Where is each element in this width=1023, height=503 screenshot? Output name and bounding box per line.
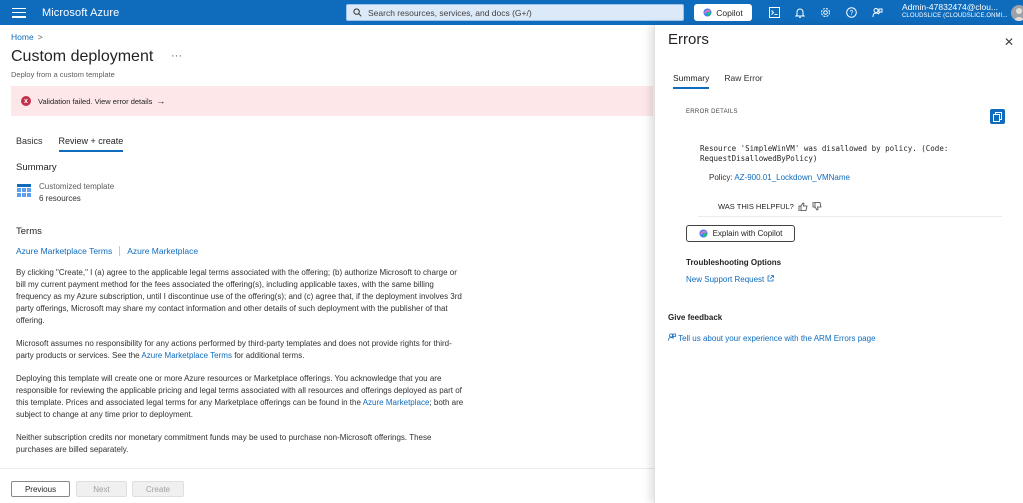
error-message: Resource 'SimpleWinVM' was disallowed by policy. (Code: RequestDisallowedByPolicy) (700, 144, 949, 163)
terms-paragraph-4: Neither subscription credits nor monetary commitment funds may be used to purchase non-Microsoft offerings. These purchases are billed separately. (16, 433, 432, 454)
support-request-label[interactable]: New Support Request (686, 275, 765, 284)
copilot-icon (703, 8, 712, 17)
terms-heading: Terms (16, 226, 42, 237)
policy-line (709, 173, 850, 182)
template-icon (17, 184, 31, 198)
tab-summary[interactable]: Summary (673, 73, 709, 89)
explain-with-copilot-button[interactable] (686, 225, 795, 242)
wizard-tabs (16, 136, 123, 152)
terms-paragraph-2 (16, 338, 466, 362)
avatar[interactable] (1011, 5, 1023, 21)
tab-basics[interactable]: Basics (16, 136, 43, 146)
terms-paragraph-3 (16, 373, 466, 421)
divider (698, 216, 1002, 217)
banner-text: Validation failed. View error details (38, 96, 153, 106)
terms-paragraph-3-text-b: ; both are subject to change at any time prior to deployment. (16, 398, 464, 419)
breadcrumb-home-link[interactable]: Home (11, 32, 34, 42)
more-options-icon[interactable]: ··· (171, 50, 182, 62)
helpful-row (718, 202, 822, 211)
terms-paragraph-2-text-b: for additional terms. (231, 351, 305, 360)
error-icon: x (21, 96, 31, 106)
external-link-icon (767, 275, 774, 282)
create-button[interactable]: Create (132, 481, 184, 497)
breadcrumb-chevron-icon: > (37, 32, 43, 42)
tab-raw-error[interactable]: Raw Error (724, 73, 763, 83)
account-tenant: CLOUDSLICE (CLOUDSLICE.ONMI... (902, 13, 1008, 19)
account-menu[interactable] (902, 3, 1008, 21)
copilot-button[interactable] (694, 4, 752, 21)
panel-title: Errors (668, 31, 709, 48)
copilot-label: Copilot (716, 7, 743, 18)
error-details-heading: ERROR DETAILS (686, 109, 738, 115)
feedback-link-label[interactable]: Tell us about your experience with the ARM Errors page (678, 334, 876, 343)
link-divider (119, 246, 120, 256)
marketplace-terms-link[interactable]: Azure Marketplace Terms (16, 246, 113, 256)
copilot-icon (699, 229, 708, 238)
summary-heading: Summary (16, 162, 57, 173)
top-bar (0, 0, 1023, 25)
feedback-link[interactable] (668, 333, 876, 343)
paragraph-marketplace-terms-link[interactable]: Azure Marketplace Terms (141, 351, 232, 360)
search-placeholder: Search resources, services, and docs (G+/) (368, 7, 532, 18)
breadcrumb (11, 32, 43, 42)
thumbs-up-icon[interactable] (798, 202, 808, 211)
terms-links (16, 246, 198, 256)
errors-tabs (673, 73, 763, 89)
policy-link[interactable]: AZ-900.01_Lockdown_VMName (734, 173, 850, 182)
template-name: Customized template (39, 182, 115, 191)
cloud-shell-icon[interactable] (768, 6, 780, 18)
close-icon[interactable]: ✕ (1004, 35, 1015, 49)
search-icon (353, 8, 362, 17)
support-request-link[interactable] (686, 275, 774, 284)
troubleshooting-heading: Troubleshooting Options (686, 258, 782, 267)
terms-paragraph-3-text-a: Deploying this template will create one or more Azure resources or Marketplace offerings. You acknowledge that you are responsible for reviewing the applicable pricing and legal terms associated with all resources and offerings deployed as part of this template. Prices and associated legal terms for any Marketplace offerings can be found in the (16, 374, 462, 407)
template-resource-count: 6 resources (39, 194, 81, 203)
copy-icon[interactable] (990, 109, 1005, 124)
page-subtitle: Deploy from a custom template (11, 70, 115, 79)
brand-link[interactable]: Microsoft Azure (42, 6, 120, 19)
page-title: Custom deployment (11, 48, 154, 65)
thumbs-down-icon[interactable] (812, 202, 822, 211)
search-input[interactable] (346, 4, 684, 21)
account-name: Admin-47832474@clou... (902, 2, 999, 12)
terms-paragraph-2-text-a: Microsoft assumes no responsibility for any actions performed by third-party templates and does not provide rights for third-party products or services. See the (16, 339, 452, 360)
help-icon[interactable] (845, 6, 857, 18)
errors-panel (654, 25, 1023, 503)
paragraph-marketplace-link[interactable]: Azure Marketplace (362, 398, 430, 407)
bell-icon[interactable] (794, 6, 806, 18)
feedback-heading: Give feedback (668, 313, 723, 322)
validation-error-banner[interactable] (11, 86, 653, 116)
next-button[interactable]: Next (76, 481, 127, 497)
svg-text:?: ? (849, 9, 853, 17)
explain-label: Explain with Copilot (712, 229, 783, 238)
terms-paragraph-1: By clicking "Create," I (a) agree to the applicable legal terms associated with the offering; (b) authorize Microsoft to charge or bill my current payment method for the fees associated the offering(s), including applicable taxes, with the same billing frequency as my Azure subscription, until I discontinue use of the offering(s); and (c) agree that, if the deployment involves 3rd party offerings, Microsoft may share my contact information and other details of such deployment with the publisher of that offering. (16, 268, 462, 325)
marketplace-link[interactable]: Azure Marketplace (127, 246, 199, 256)
tab-review-create[interactable]: Review + create (59, 136, 124, 152)
menu-icon[interactable] (12, 8, 26, 18)
previous-button[interactable]: Previous (11, 481, 70, 497)
gear-icon[interactable] (819, 6, 831, 18)
policy-label: Policy: (709, 173, 735, 182)
arrow-right-icon: → (156, 96, 166, 106)
helpful-label: WAS THIS HELPFUL? (718, 202, 794, 211)
feedback-icon[interactable] (871, 6, 883, 18)
feedback-link-icon (668, 333, 676, 341)
